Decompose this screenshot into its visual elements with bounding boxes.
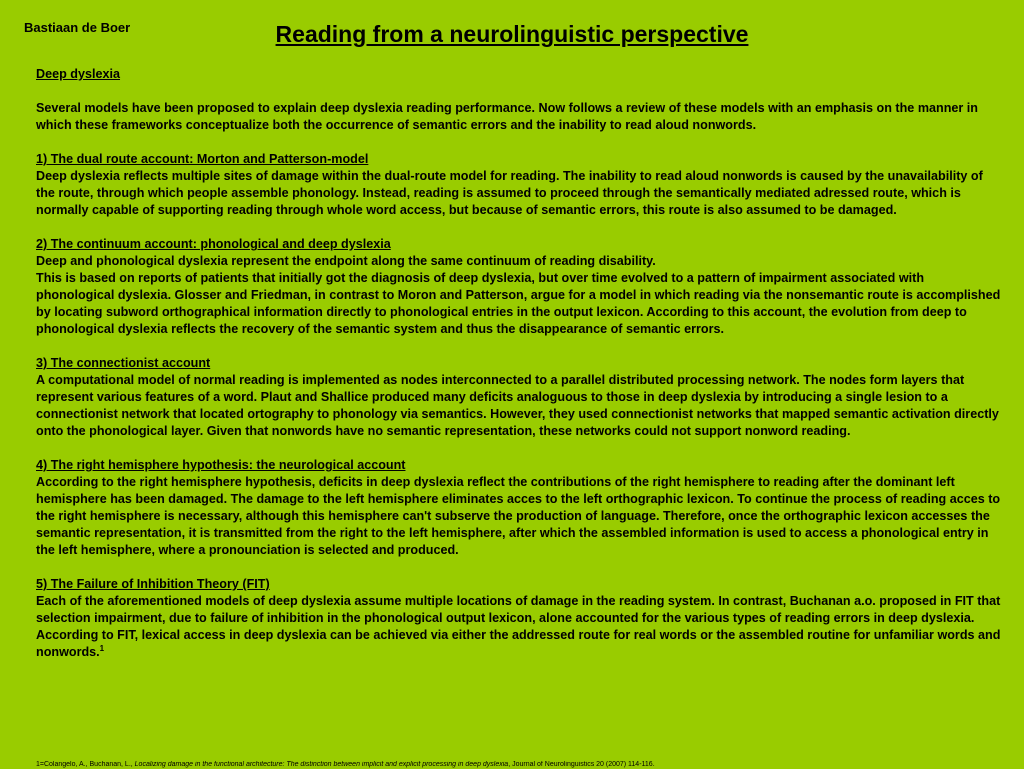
spacer [36, 134, 1002, 151]
intro-heading: Deep dyslexia [36, 67, 121, 81]
section-4-heading: 4) The right hemisphere hypothesis: the neurological account [36, 458, 406, 472]
section-1-paragraph: Deep dyslexia reflects multiple sites of damage within the dual-route model for reading. The inability to read aloud nonwords is caused by the unavailability of the route, through which people assemble phonology. Instead, reading is assumed to proceed through the semantically mediated adressed route, which is normally capable of supporting reading through whole word access, but because of semantic errors, this route is also assumed to be damaged. [36, 169, 983, 217]
section-3-paragraph: A computational model of normal reading is implemented as nodes interconnected to a parallel distributed processing network. The nodes form layers that represent various features of a word. Plaut and Shallice produced many deficits analoguous to those in deep dyslexia by introducing a single lesion to a connectionist network that located ortography to phonology via semantics. However, they used connectionist networks that mapped semantic activation directly onto the phonological layer. Given that nonwords have no semantic representation, these networks could not support nonword reading. [36, 373, 999, 438]
content-body [36, 66, 1002, 661]
intro-paragraph: Several models have been proposed to explain deep dyslexia reading performance. Now follows a review of these models with an emphasis on the manner in which these frameworks conceptualize both the occurrence of semantic errors and the inability to read aloud nonwords. [36, 101, 978, 132]
author-name: Bastiaan de Boer [24, 20, 131, 35]
spacer [36, 440, 1002, 457]
footnote-title: Localizing damage in the functional architecture: The distinction between implicit and explicit processing in deep dyslexia [134, 761, 509, 768]
section-2-heading: 2) The continuum account: phonological and deep dyslexia [36, 237, 391, 251]
spacer [36, 559, 1002, 576]
footnote-suffix: , Journal of Neurolinguistics 20 (2007) 114-116. [508, 761, 655, 768]
section-1-heading: 1) The dual route account: Morton and Patterson-model [36, 152, 369, 166]
section-5-paragraph: Each of the aforementioned models of deep dyslexia assume multiple locations of damage in the reading system. In contrast, Buchanan a.o. proposed in FIT that selection impairment, due to failure of inhibition in the phonological output lexicon, alone accounted for the various types of reading errors in deep dyslexia. According to FIT, lexical access in deep dyslexia can be achieved via either the addressed route for real words or the assembled routine for unfamiliar words and nonwords. [36, 594, 1001, 659]
section-5-heading: 5) The Failure of Inhibition Theory (FIT) [36, 577, 270, 591]
spacer [36, 83, 1002, 100]
page-title: Reading from a neurolinguistic perspective [275, 21, 749, 47]
footnote-marker: 1 [99, 643, 105, 653]
section-2-paragraph-1: Deep and phonological dyslexia represent the endpoint along the same continuum of reading disability. [36, 254, 656, 268]
section-3-heading: 3) The connectionist account [36, 356, 211, 370]
section-2-paragraph-2: This is based on reports of patients that initially got the diagnosis of deep dyslexia, but over time evolved to a pattern of impairment associated with phonological dyslexia. Glosser and Friedman, in contrast to Moron and Patterson, argue for a model in which reading via the nonsemantic route is accomplished by locating subword orthographical information directly to phonological entries in the output lexicon. According to this account, the evolution from deep to phonological dyslexia reflects the recovery of the semantic system and thus the disappearance of semantic errors. [36, 271, 1001, 336]
spacer [36, 219, 1002, 236]
section-5-paragraph-wrapper [36, 593, 1002, 661]
footnote-prefix: 1=Colangelo, A., Buchanan, L., [36, 761, 135, 768]
section-4-paragraph: According to the right hemisphere hypothesis, deficits in deep dyslexia reflect the contributions of the right hemisphere to reading after the dominant left hemisphere has been damaged. The damage to the left hemisphere eliminates acces to the left orthographic lexicon. To continue the process of reading acces to the right hemisphere is necessary, although this hemisphere can't subserve the production of language. Therefore, once the orthographic lexicon accesses the semantic representation, it is transmitted from the right to the left hemisphere, after which the assembled information is used to access a phonological entry in the left hemisphere, where a pronounciation is selected and produced. [36, 475, 1001, 557]
spacer [36, 338, 1002, 355]
